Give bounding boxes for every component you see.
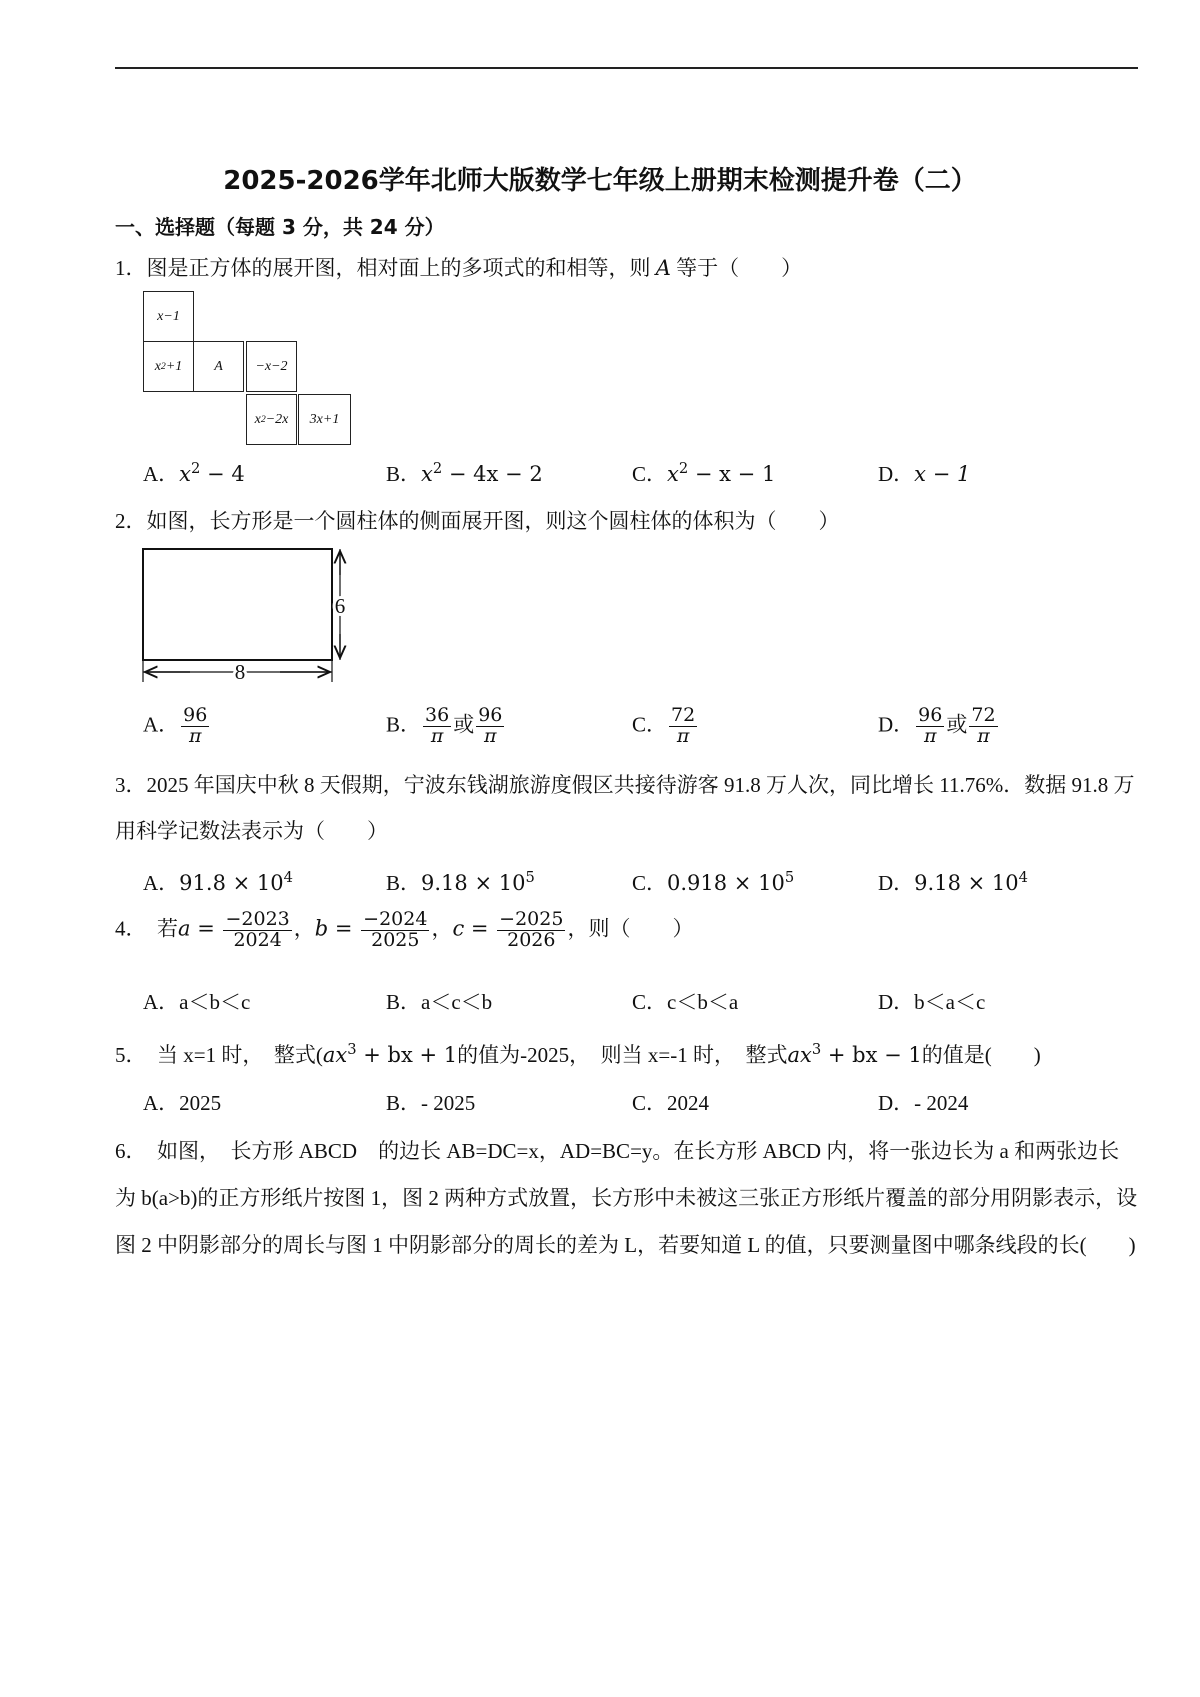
net-cell-far: 3x+1 (298, 394, 351, 445)
net-cell-center: A (193, 341, 244, 392)
net-cell-bottom: x 2 −2x (246, 394, 297, 445)
question-1 (115, 252, 802, 282)
question-3: 3．2025 年国庆中秋 8 天假期，宁波东钱湖旅游度假区共接待游客 91.8 万人次，同比增长 11.76%．数据 91.8 万用科学记数法表示为（ ） (115, 773, 1135, 843)
q3-option-b: B．$9.18 \times 10^5$ (386, 868, 535, 895)
q5-option-d: D．- 2024 (878, 1091, 969, 1115)
q4-option-c: C．c＜b＜a (632, 990, 739, 1014)
net-cell-right: −x−2 (246, 341, 297, 392)
q5-option-c: C．2024 (632, 1091, 710, 1115)
q2-option-a: A． $\frac{96}{\pi}$ (143, 704, 208, 747)
q2-option-c: C． $\frac{72}{\pi}$ (632, 704, 696, 747)
cylinder-net-figure (130, 540, 360, 690)
q1-option-c: C．$x^2 - x - 1$ (632, 459, 776, 486)
question-6: 6． 如图， 长方形 ABCD 的边长 AB=DC=x，AD=BC=y。在长方形 ABCD 内，将一张边长为 a 和两张边长为 b(a>b)的正方形纸片按图 1，图 2 两种方式放置，长方形中未被这三张正方形纸片覆盖的部分用阴影表示，设图 2 中阴影部分的周长与图 1 中阴影部分的周长的差为 L，若要知道 L 的值，只要测量图中哪条线段的长( ) (115, 1139, 1138, 1257)
header-rule (115, 67, 1138, 69)
q4-option-d: D．b＜a＜c (878, 990, 986, 1014)
section-heading: 一、选择题（每题 3 分，共 24 分） (115, 215, 445, 239)
net-cell-top: x−1 (143, 291, 194, 342)
q5-option-a: A．2025 (143, 1091, 222, 1115)
q3-option-a: A．$91.8 \times 10^4$ (143, 868, 293, 895)
q3-option-c: C．$0.918 \times 10^5$ (632, 868, 795, 895)
question-4: 4． 若a = $\frac{-2023}{2024}$ ，b = $\frac{-2024}{2025}$ ，c = $\frac{-2025}{2026}$ ，则（ ） (115, 908, 694, 951)
width-label: 8 (234, 660, 246, 684)
q3-option-d: D．$9.18 \times 10^4$ (878, 868, 1028, 895)
q4-option-b: B．a＜c＜b (386, 990, 493, 1014)
question-1-var: A (655, 256, 671, 280)
height-label: 6 (334, 594, 346, 618)
q1-option-b: B．$x^2 - 4x - 2$ (386, 459, 543, 486)
q2-option-d: D． $\frac{96}{\pi}$ 或 $\frac{72}{\pi}$ (878, 704, 996, 747)
page-title: 2025-2026学年北师大版数学七年级上册期末检测提升卷（二） (223, 166, 977, 196)
question-5: 5． 当 x=1 时， 整式($ax^3$ + bx + 1的值为-2025， 则当 x=-1 时， 整式$ax^3$ + bx − 1的值是( ) (115, 1040, 1041, 1067)
question-1-suffix: 等于（ ） (676, 256, 803, 280)
question-1-prefix: 1．图是正方体的展开图，相对面上的多项式的和相等，则 (115, 256, 651, 280)
rectangle-shape (143, 549, 332, 660)
net-cell-left: x 2 +1 (143, 341, 194, 392)
question-2: 2．如图，长方形是一个圆柱体的侧面展开图，则这个圆柱体的体积为（ ） (115, 509, 840, 533)
q1-option-a: A．$x^2 - 4$ (143, 459, 245, 486)
q1-option-d: D．x − 1 (878, 462, 971, 486)
q4-option-a: A．a＜b＜c (143, 990, 251, 1014)
q2-option-b: B． $\frac{36}{\pi}$ 或 $\frac{96}{\pi}$ (386, 704, 503, 747)
q5-option-b: B．- 2025 (386, 1091, 476, 1115)
